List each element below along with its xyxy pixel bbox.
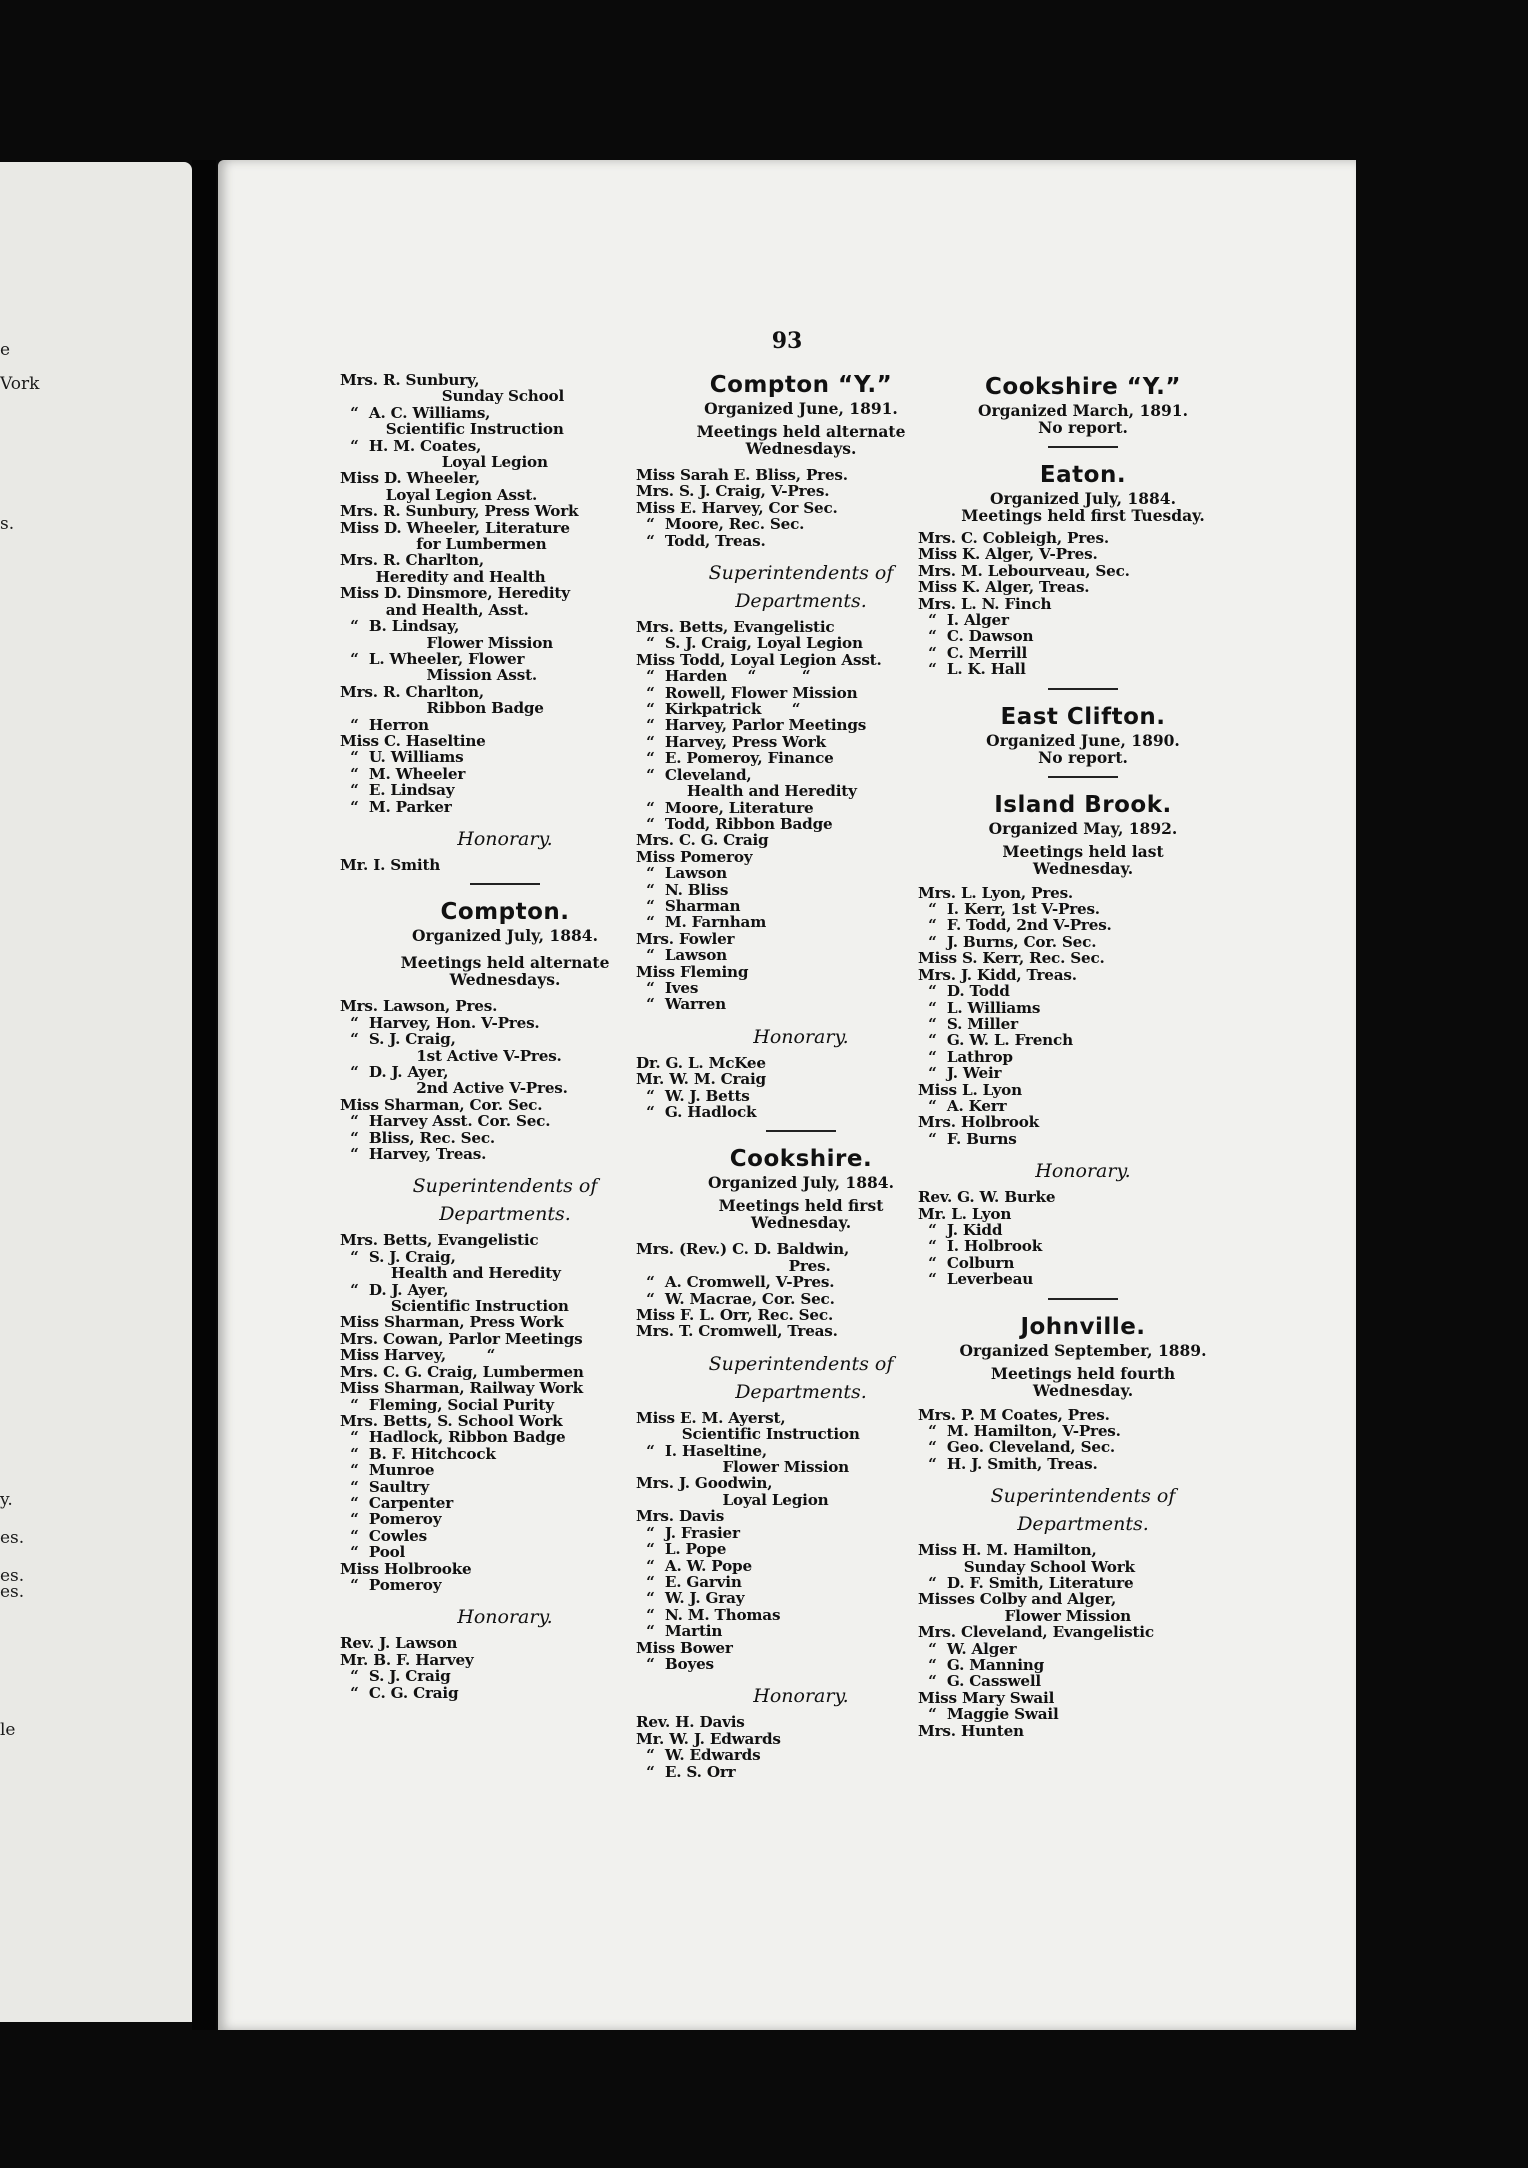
entry-line: “ C. Merrill: [918, 643, 1028, 662]
section-heading: Compton “Y.”: [709, 372, 893, 398]
section-sub: Organized July, 1884.: [990, 489, 1176, 508]
entry-line: “ A. Kerr: [918, 1096, 1007, 1115]
entry-line: “ Boyes: [636, 1654, 714, 1673]
section-heading: Island Brook.: [994, 791, 1172, 818]
entry-line: 2nd Active V-Pres.: [340, 1079, 568, 1098]
entry-line: “ Todd, Treas.: [636, 531, 766, 550]
entry-line: Mrs. C. G. Craig: [636, 831, 769, 850]
entry-line: “ G. Casswell: [918, 1672, 1041, 1691]
entry-line: “ Ives: [636, 978, 699, 997]
section-sub: Wednesday.: [750, 1213, 852, 1233]
entry-line: “ I. Holbrook: [918, 1237, 1043, 1256]
entry-line: Miss C. Haseltine: [340, 731, 486, 750]
left-page-fragment: Vork: [0, 374, 40, 394]
entry-line: “ F. Burns: [918, 1129, 1017, 1148]
section-sub: Organized June, 1891.: [704, 399, 898, 418]
section-label: Honorary.: [753, 1025, 849, 1048]
section-heading: Compton.: [440, 899, 570, 926]
entry-line: “ Carpenter: [340, 1493, 454, 1512]
entry-line: “ M. Wheeler: [340, 764, 466, 783]
entry-line: Miss L. Lyon: [918, 1080, 1022, 1099]
entry-line: “ Lathrop: [918, 1047, 1013, 1066]
entry-line: Mrs. J. Kidd, Treas.: [918, 965, 1077, 984]
section-heading: Eaton.: [1039, 462, 1127, 488]
entry-line: 1st Active V-Pres.: [340, 1046, 562, 1065]
section-label: Departments.: [439, 1203, 571, 1226]
list-block: [636, 1055, 966, 1121]
entry-line: “ Leverbeau: [918, 1270, 1034, 1289]
section-label: Honorary.: [457, 827, 553, 850]
section-sub: Wednesday.: [1032, 858, 1134, 878]
entry-line: “ Pomeroy: [340, 1510, 442, 1529]
entry-line: Mr. I. Smith: [340, 855, 441, 874]
entry-line: “ E. Garvin: [636, 1572, 742, 1591]
section-heading: Cookshire.: [729, 1146, 873, 1173]
page-number: 93: [771, 328, 803, 354]
entry-line: “ Geo. Cleveland, Sec.: [918, 1438, 1115, 1457]
section-sub: Meetings held last: [1002, 841, 1164, 861]
entry-line: “ Harvey, Parlor Meetings: [636, 716, 867, 735]
entry-line: Miss D. Wheeler,: [340, 469, 481, 488]
divider: [1048, 688, 1118, 690]
entry-line: “ I. Haseltine,: [636, 1441, 767, 1460]
entry-line: Miss Bower: [636, 1638, 733, 1657]
list-block: [918, 1407, 1248, 1473]
list-block: [340, 1232, 670, 1593]
entry-line: Ribbon Badge: [340, 699, 544, 718]
section-heading: Cookshire “Y.”: [985, 374, 1181, 400]
list-block: [340, 1635, 670, 1701]
entry-line: “ I. Kerr, 1st V-Pres.: [918, 900, 1100, 919]
section-label: Superintendents of: [412, 1175, 598, 1198]
entry-line: “ Pool: [340, 1543, 406, 1562]
entry-line: “ N. M. Thomas: [636, 1605, 781, 1624]
entry-line: Mrs. Cleveland, Evangelistic: [918, 1623, 1154, 1642]
entry-line: Scientific Instruction: [340, 1297, 569, 1316]
entry-line: “ A. W. Pope: [636, 1556, 752, 1575]
left-page-fragment: y.: [0, 1490, 13, 1510]
list-block: [340, 998, 670, 1162]
column-3: [918, 372, 1248, 1739]
list-block: [918, 885, 1248, 1148]
section-sub: Wednesdays.: [449, 970, 561, 990]
entry-line: “ Moore, Literature: [636, 798, 814, 817]
list-block: [636, 467, 966, 549]
list-block: [340, 857, 670, 873]
entry-line: “ Martin: [636, 1622, 723, 1641]
entry-line: “ Bliss, Rec. Sec.: [340, 1128, 496, 1147]
list-block: [340, 372, 670, 815]
entry-line: Rev. J. Lawson: [340, 1634, 458, 1653]
entry-line: Mrs. Betts, S. School Work: [340, 1411, 563, 1430]
left-page-fragment: es.: [0, 1582, 25, 1602]
entry-line: Mrs. Fowler: [636, 929, 735, 948]
section-sub: Organized June, 1890.: [986, 730, 1180, 750]
divider: [1048, 776, 1118, 778]
entry-line: “ S. J. Craig,: [340, 1030, 456, 1049]
section-sub: Meetings held first: [718, 1196, 884, 1216]
entry-line: Miss Mary Swail: [918, 1688, 1055, 1707]
entry-line: Mrs. M. Lebourveau, Sec.: [918, 561, 1130, 580]
entry-line: “ Cleveland,: [636, 765, 752, 784]
entry-line: “ Hadlock, Ribbon Badge: [340, 1428, 566, 1447]
entry-line: “ S. J. Craig,: [340, 1247, 456, 1266]
section-sub: Wednesdays.: [745, 439, 857, 458]
entry-line: “ Warren: [636, 995, 726, 1014]
list-block: [636, 1241, 966, 1339]
entry-line: Mrs. Hunten: [918, 1721, 1024, 1740]
list-block: [636, 1714, 966, 1780]
section-sub: Organized September, 1889.: [959, 1340, 1207, 1360]
entry-line: Miss D. Dinsmore, Heredity: [340, 584, 570, 603]
entry-line: Health and Heredity: [340, 1264, 561, 1283]
entry-line: Mrs. R. Sunbury,: [340, 371, 480, 389]
entry-line: Miss Holbrooke: [340, 1559, 472, 1578]
entry-line: “ B. Lindsay,: [340, 617, 460, 636]
entry-line: Mr. B. F. Harvey: [340, 1650, 474, 1669]
entry-line: Miss E. Harvey, Cor Sec.: [636, 498, 838, 517]
entry-line: Miss F. L. Orr, Rec. Sec.: [636, 1306, 834, 1325]
section-label: Departments.: [735, 590, 867, 613]
section-heading: East Clifton.: [1000, 703, 1166, 730]
list-block: [918, 530, 1248, 678]
divider: [766, 1130, 836, 1132]
entry-line: “ L. Pope: [636, 1540, 727, 1559]
section-label: Honorary.: [1035, 1160, 1131, 1183]
left-page-fragment: e: [0, 340, 11, 360]
entry-line: Miss Sarah E. Bliss, Pres.: [636, 466, 848, 484]
entry-line: Mrs. L. N. Finch: [918, 594, 1052, 613]
entry-line: “ D. Todd: [918, 982, 1010, 1001]
entry-line: Miss K. Alger, Treas.: [918, 578, 1090, 597]
entry-line: Mrs. C. G. Craig, Lumbermen: [340, 1362, 584, 1381]
list-block: [636, 1410, 966, 1673]
entry-line: “ F. Todd, 2nd V-Pres.: [918, 916, 1112, 935]
entry-line: “ M. Parker: [340, 797, 452, 816]
entry-line: Mrs. T. Cromwell, Treas.: [636, 1322, 838, 1341]
entry-line: “ M. Farnham: [636, 913, 767, 932]
entry-line: “ E. Pomeroy, Finance: [636, 749, 834, 768]
entry-line: Miss K. Alger, V-Pres.: [918, 545, 1098, 564]
entry-line: “ G. W. L. French: [918, 1031, 1073, 1050]
entry-line: “ G. Hadlock: [636, 1103, 757, 1121]
entry-line: “ Colburn: [918, 1253, 1015, 1272]
entry-line: “ H. J. Smith, Treas.: [918, 1454, 1098, 1473]
section-sub: Organized March, 1891.: [977, 401, 1188, 420]
entry-line: Mrs. L. Lyon, Pres.: [918, 883, 1074, 902]
entry-line: Mr. W. J. Edwards: [636, 1729, 781, 1748]
entry-line: Mrs. Betts, Evangelistic: [636, 618, 835, 637]
entry-line: “ N. Bliss: [636, 880, 729, 899]
column-1: [340, 372, 670, 1701]
entry-line: Miss E. M. Ayerst,: [636, 1408, 786, 1427]
entry-line: Mrs. Betts, Evangelistic: [340, 1231, 539, 1250]
entry-line: “ C. G. Craig: [340, 1683, 459, 1702]
entry-line: “ H. M. Coates,: [340, 436, 482, 455]
divider: [1048, 1298, 1118, 1300]
entry-line: “ J. Weir: [918, 1064, 1002, 1083]
entry-line: Dr. G. L. McKee: [636, 1053, 766, 1072]
entry-line: Mrs. R. Charlton,: [340, 682, 484, 701]
entry-line: Miss Sharman, Cor. Sec.: [340, 1095, 543, 1114]
entry-line: Mrs. Lawson, Pres.: [340, 997, 498, 1016]
section-label: Honorary.: [457, 1606, 553, 1629]
entry-line: “ A. Cromwell, V-Pres.: [636, 1273, 835, 1292]
section-heading: Johnville.: [1020, 1313, 1146, 1340]
left-page-fragment: s.: [0, 514, 15, 534]
entry-line: Mrs. P. M Coates, Pres.: [918, 1405, 1110, 1424]
entry-line: “ E. Lindsay: [340, 781, 455, 800]
book-gutter: [192, 160, 216, 2030]
entry-line: Rev. H. Davis: [636, 1713, 745, 1732]
list-block: [636, 619, 966, 1013]
entry-line: “ Harden “ “: [636, 667, 811, 686]
entry-line: Mr. L. Lyon: [918, 1204, 1012, 1223]
entry-line: for Lumbermen: [340, 535, 547, 554]
entry-line: Flower Mission: [918, 1606, 1132, 1625]
entry-line: Health and Heredity: [636, 782, 857, 801]
section-sub: Wednesday.: [1032, 1380, 1134, 1400]
entry-line: Miss Todd, Loyal Legion Asst.: [636, 650, 882, 669]
column-2: [636, 372, 966, 1780]
entry-line: “ U. Williams: [340, 748, 464, 767]
entry-line: Miss S. Kerr, Rec. Sec.: [918, 949, 1105, 968]
section-label: Superintendents of: [990, 1485, 1176, 1508]
section-sub: Meetings held alternate: [696, 422, 906, 441]
entry-line: Miss Harvey, “: [340, 1346, 496, 1365]
entry-line: “ D. F. Smith, Literature: [918, 1574, 1134, 1593]
entry-line: “ Munroe: [340, 1461, 435, 1480]
section-sub: Meetings held alternate: [400, 953, 610, 973]
entry-line: “ D. J. Ayer,: [340, 1280, 449, 1299]
entry-line: “ W. Macrae, Cor. Sec.: [636, 1289, 835, 1308]
entry-line: “ W. J. Betts: [636, 1086, 750, 1105]
entry-line: “ Kirkpatrick “: [636, 700, 801, 719]
entry-line: Loyal Legion: [636, 1490, 829, 1509]
entry-line: “ Lawson: [636, 946, 728, 965]
entry-line: “ Harvey, Hon. V-Pres.: [340, 1013, 540, 1032]
divider: [1048, 446, 1118, 448]
entry-line: “ Sharman: [636, 896, 741, 915]
entry-line: “ M. Hamilton, V-Pres.: [918, 1422, 1121, 1440]
entry-line: Mrs. Cowan, Parlor Meetings: [340, 1329, 583, 1348]
entry-line: Mrs. C. Cobleigh, Pres.: [918, 529, 1109, 547]
section-sub: Meetings held first Tuesday.: [961, 506, 1205, 525]
entry-line: Mrs. (Rev.) C. D. Baldwin,: [636, 1240, 850, 1259]
entry-line: Flower Mission: [636, 1458, 850, 1477]
entry-line: “ Todd, Ribbon Badge: [636, 814, 833, 833]
entry-line: Mrs. S. J. Craig, V-Pres.: [636, 482, 830, 501]
entry-line: Loyal Legion: [340, 453, 548, 472]
section-sub: No report.: [1038, 418, 1128, 437]
entry-line: “ Harvey, Treas.: [340, 1145, 487, 1164]
entry-line: “ Pomeroy: [340, 1575, 442, 1594]
entry-line: Miss Sharman, Railway Work: [340, 1379, 583, 1398]
entry-line: “ B. F. Hitchcock: [340, 1444, 496, 1463]
entry-line: “ S. J. Craig, Loyal Legion: [636, 634, 863, 653]
entry-line: and Health, Asst.: [340, 600, 529, 619]
entry-line: “ Moore, Rec. Sec.: [636, 515, 805, 534]
entry-line: Mrs. Holbrook: [918, 1113, 1039, 1132]
entry-line: “ W. Edwards: [636, 1746, 761, 1765]
entry-line: Mrs. J. Goodwin,: [636, 1474, 773, 1493]
section-sub: Meetings held fourth: [990, 1363, 1176, 1383]
entry-line: “ C. Dawson: [918, 627, 1034, 646]
entry-line: “ Harvey Asst. Cor. Sec.: [340, 1112, 551, 1131]
entry-line: “ L. Williams: [918, 998, 1041, 1017]
entry-line: “ Rowell, Flower Mission: [636, 683, 858, 702]
entry-line: Pres.: [636, 1256, 831, 1275]
entry-line: Miss Sharman, Press Work: [340, 1313, 564, 1332]
entry-line: Mission Asst.: [340, 666, 537, 685]
left-page-fragment: es.: [0, 1566, 25, 1586]
entry-line: Sunday School: [340, 387, 565, 406]
entry-line: “ Herron: [340, 715, 429, 734]
entry-line: Miss Pomeroy: [636, 847, 753, 866]
entry-line: “ G. Manning: [918, 1656, 1045, 1675]
entry-line: Mrs. Davis: [636, 1507, 725, 1526]
entry-line: Flower Mission: [340, 633, 554, 652]
entry-line: “ Harvey, Press Work: [636, 732, 826, 751]
left-page-fragment: le: [0, 1720, 16, 1740]
entry-line: Rev. G. W. Burke: [918, 1188, 1056, 1207]
section-label: Honorary.: [753, 1685, 849, 1708]
entry-line: Loyal Legion Asst.: [340, 485, 538, 504]
list-block: [918, 1189, 1248, 1287]
entry-line: Misses Colby and Alger,: [918, 1590, 1117, 1609]
entry-line: “ J. Burns, Cor. Sec.: [918, 932, 1097, 951]
entry-line: Miss D. Wheeler, Literature: [340, 518, 570, 537]
entry-line: “ Saultry: [340, 1477, 429, 1496]
section-sub: Organized July, 1884.: [412, 926, 598, 946]
entry-line: “ J. Kidd: [918, 1220, 1003, 1239]
entry-line: Miss Fleming: [636, 962, 749, 981]
entry-line: Mrs. R. Charlton,: [340, 551, 484, 570]
section-label: Superintendents of: [708, 1352, 894, 1375]
entry-line: Scientific Instruction: [636, 1425, 860, 1444]
section-sub: No report.: [1038, 747, 1128, 767]
entry-line: “ E. S. Orr: [636, 1762, 736, 1781]
entry-line: “ S. J. Craig: [340, 1667, 451, 1686]
entry-line: “ Maggie Swail: [918, 1705, 1059, 1724]
entry-line: “ I. Alger: [918, 611, 1009, 630]
entry-line: “ J. Frasier: [636, 1523, 740, 1542]
entry-line: “ S. Miller: [918, 1014, 1018, 1033]
entry-line: Sunday School Work: [918, 1557, 1135, 1576]
entry-line: “ Fleming, Social Purity: [340, 1395, 554, 1414]
entry-line: Miss H. M. Hamilton,: [918, 1541, 1097, 1560]
entry-line: “ D. J. Ayer,: [340, 1063, 449, 1081]
entry-line: “ W. J. Gray: [636, 1589, 745, 1608]
entry-line: “ L. Wheeler, Flower: [340, 649, 525, 668]
entry-line: Scientific Instruction: [340, 420, 564, 439]
section-sub: Organized July, 1884.: [708, 1173, 894, 1193]
entry-line: “ L. K. Hall: [918, 660, 1026, 679]
section-label: Departments.: [735, 1380, 867, 1403]
entry-line: Mrs. R. Sunbury, Press Work: [340, 502, 579, 521]
divider: [470, 883, 540, 885]
entry-line: “ Lawson: [636, 864, 728, 883]
previous-page-edge: [0, 162, 192, 2022]
entry-line: “ W. Alger: [918, 1639, 1017, 1658]
page-93: [218, 160, 1356, 2030]
list-block: [918, 1542, 1248, 1739]
entry-line: Mr. W. M. Craig: [636, 1070, 766, 1089]
left-page-fragment: es.: [0, 1528, 25, 1548]
section-sub: Organized May, 1892.: [988, 818, 1178, 838]
section-label: Superintendents of: [708, 562, 894, 585]
entry-line: Heredity and Health: [340, 567, 546, 586]
entry-line: “ A. C. Williams,: [340, 403, 491, 422]
section-label: Departments.: [1017, 1513, 1149, 1536]
entry-line: “ Cowles: [340, 1526, 427, 1545]
